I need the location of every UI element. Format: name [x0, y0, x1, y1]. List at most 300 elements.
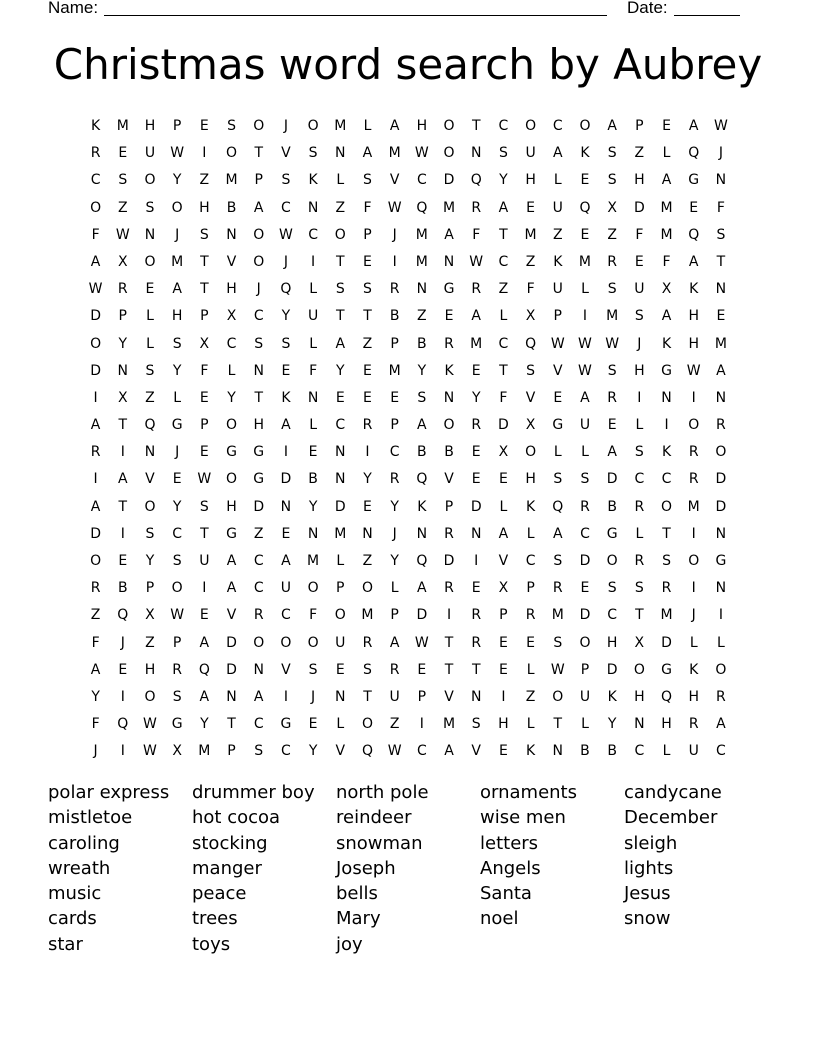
grid-letter[interactable]: G	[443, 281, 455, 298]
grid-letter[interactable]: L	[499, 308, 508, 325]
grid-letter[interactable]: M	[714, 335, 727, 352]
grid-letter[interactable]: H	[606, 634, 618, 651]
grid-letter[interactable]: C	[253, 716, 264, 733]
grid-letter[interactable]: K	[91, 118, 101, 134]
grid-letter[interactable]: I	[691, 525, 696, 542]
grid-letter[interactable]: R	[471, 417, 482, 434]
grid-letter[interactable]: M	[307, 553, 320, 569]
grid-letter[interactable]: K	[444, 362, 454, 379]
grid-letter[interactable]: F	[499, 389, 508, 406]
grid-letter[interactable]: K	[689, 661, 699, 678]
grid-letter[interactable]: J	[392, 226, 397, 243]
grid-letter[interactable]: Q	[416, 553, 428, 569]
grid-letter[interactable]: C	[498, 335, 509, 352]
grid-letter[interactable]: E	[118, 553, 128, 569]
grid-letter[interactable]: H	[688, 335, 699, 352]
grid-letter[interactable]: U	[579, 417, 591, 434]
grid-letter[interactable]: B	[117, 580, 128, 597]
grid-letter[interactable]: R	[444, 335, 454, 352]
grid-letter[interactable]: U	[634, 281, 645, 298]
grid-letter[interactable]: H	[525, 471, 536, 488]
grid-letter[interactable]: H	[688, 688, 699, 705]
grid-letter[interactable]: G	[253, 444, 265, 461]
grid-letter[interactable]: P	[526, 580, 535, 597]
grid-letter[interactable]: S	[417, 389, 427, 406]
grid-letter[interactable]: R	[117, 281, 128, 298]
grid-letter[interactable]: P	[200, 417, 209, 434]
grid-letter[interactable]: D	[633, 199, 645, 216]
grid-letter[interactable]: A	[552, 525, 563, 542]
grid-letter[interactable]: M	[198, 743, 211, 760]
grid-letter[interactable]: K	[689, 281, 699, 298]
grid-letter[interactable]: O	[90, 335, 102, 352]
grid-letter[interactable]: J	[283, 118, 288, 134]
grid-letter[interactable]: L	[390, 580, 399, 597]
grid-letter[interactable]: N	[117, 362, 129, 379]
grid-letter[interactable]: T	[716, 253, 726, 270]
grid-letter[interactable]: J	[311, 688, 316, 705]
grid-letter[interactable]: M	[442, 716, 456, 733]
grid-letter[interactable]: A	[498, 525, 509, 542]
grid-letter[interactable]: L	[526, 525, 535, 542]
grid-letter[interactable]: S	[281, 335, 291, 352]
grid-letter[interactable]: K	[308, 172, 318, 189]
grid-letter[interactable]: R	[688, 444, 699, 461]
grid-letter[interactable]: Q	[117, 607, 129, 624]
grid-letter[interactable]: U	[280, 580, 292, 597]
grid-letter[interactable]: A	[389, 118, 400, 134]
grid-letter[interactable]: W	[387, 199, 402, 216]
grid-letter[interactable]: S	[199, 226, 209, 243]
grid-letter[interactable]: V	[444, 688, 454, 705]
grid-letter[interactable]: N	[335, 444, 346, 461]
grid-letter[interactable]: R	[716, 688, 726, 705]
grid-letter[interactable]: P	[390, 607, 399, 624]
grid-letter[interactable]: O	[443, 118, 455, 134]
grid-letter[interactable]: E	[662, 118, 671, 134]
grid-letter[interactable]: F	[716, 199, 725, 216]
grid-letter[interactable]: E	[363, 389, 372, 406]
grid-letter[interactable]: E	[716, 308, 726, 325]
grid-letter[interactable]: V	[471, 743, 481, 760]
grid-letter[interactable]: C	[253, 580, 264, 597]
grid-letter[interactable]: N	[715, 525, 727, 542]
grid-letter[interactable]: R	[90, 145, 101, 162]
grid-letter[interactable]: F	[309, 607, 318, 624]
grid-letter[interactable]: V	[281, 661, 291, 678]
grid-letter[interactable]: A	[117, 471, 128, 488]
grid-letter[interactable]: Q	[416, 471, 428, 488]
grid-letter[interactable]: M	[225, 172, 238, 189]
grid-letter[interactable]: C	[416, 172, 427, 189]
grid-letter[interactable]: S	[363, 281, 372, 298]
grid-letter[interactable]: T	[471, 118, 481, 134]
grid-letter[interactable]: A	[226, 580, 237, 597]
grid-letter[interactable]: C	[634, 743, 645, 760]
grid-letter[interactable]: B	[226, 199, 237, 216]
grid-letter[interactable]: H	[144, 661, 156, 678]
grid-letter[interactable]: I	[365, 444, 370, 461]
grid-letter[interactable]: E	[471, 362, 481, 379]
grid-letter[interactable]: A	[226, 553, 237, 569]
grid-letter[interactable]: V	[145, 471, 155, 488]
grid-letter[interactable]: C	[552, 118, 563, 134]
grid-letter[interactable]: W	[197, 471, 212, 488]
grid-letter[interactable]: E	[390, 389, 400, 406]
grid-letter[interactable]: A	[417, 417, 427, 434]
grid-letter[interactable]: N	[307, 525, 319, 542]
grid-letter[interactable]: D	[90, 308, 101, 325]
grid-letter[interactable]: X	[525, 417, 536, 434]
grid-letter[interactable]: O	[253, 226, 265, 243]
grid-letter[interactable]: E	[498, 471, 508, 488]
grid-letter[interactable]: L	[336, 716, 345, 733]
grid-letter[interactable]: S	[199, 498, 209, 515]
grid-letter[interactable]: S	[172, 553, 182, 569]
grid-letter[interactable]: S	[335, 281, 345, 298]
grid-letter[interactable]: G	[280, 716, 292, 733]
grid-letter[interactable]: Z	[417, 308, 427, 325]
grid-letter[interactable]: S	[308, 661, 318, 678]
grid-letter[interactable]: E	[363, 253, 372, 270]
grid-letter[interactable]: B	[607, 498, 617, 515]
grid-letter[interactable]: Z	[362, 335, 373, 352]
grid-letter[interactable]: K	[661, 444, 672, 461]
grid-letter[interactable]: F	[363, 199, 372, 216]
grid-letter[interactable]: A	[281, 417, 291, 434]
grid-letter[interactable]: M	[687, 498, 700, 515]
grid-letter[interactable]: S	[145, 199, 155, 216]
grid-letter[interactable]: F	[662, 253, 671, 270]
grid-letter[interactable]: O	[361, 580, 373, 597]
grid-letter[interactable]: I	[582, 308, 588, 325]
grid-letter[interactable]: Q	[688, 145, 700, 162]
grid-letter[interactable]: G	[226, 444, 237, 461]
grid-letter[interactable]: R	[607, 253, 618, 270]
grid-letter[interactable]: K	[661, 335, 672, 352]
grid-letter[interactable]: R	[253, 607, 264, 624]
grid-letter[interactable]: O	[171, 199, 183, 216]
grid-letter[interactable]: D	[715, 498, 727, 515]
grid-letter[interactable]: V	[444, 471, 454, 488]
grid-letter[interactable]: W	[605, 335, 620, 352]
grid-letter[interactable]: C	[281, 607, 291, 624]
grid-letter[interactable]: D	[90, 525, 101, 542]
grid-letter[interactable]: R	[90, 580, 101, 597]
grid-letter[interactable]: G	[253, 471, 265, 488]
grid-letter[interactable]: I	[419, 716, 424, 733]
grid-letter[interactable]: H	[171, 308, 183, 325]
grid-letter[interactable]: A	[552, 145, 563, 162]
grid-letter[interactable]: N	[715, 389, 727, 406]
grid-letter[interactable]: Y	[308, 743, 318, 760]
grid-letter[interactable]: L	[717, 634, 725, 651]
grid-letter[interactable]: M	[524, 226, 537, 243]
grid-letter[interactable]: F	[91, 716, 100, 733]
grid-letter[interactable]: C	[716, 743, 726, 760]
grid-letter[interactable]: D	[416, 607, 428, 624]
grid-letter[interactable]: R	[471, 634, 482, 651]
grid-letter[interactable]: S	[363, 172, 372, 189]
grid-letter[interactable]: E	[308, 716, 318, 733]
grid-letter[interactable]: A	[172, 281, 182, 298]
grid-letter[interactable]: I	[691, 580, 696, 597]
grid-letter[interactable]: R	[634, 498, 645, 515]
grid-letter[interactable]: E	[199, 389, 209, 406]
grid-letter[interactable]: E	[118, 661, 128, 678]
grid-letter[interactable]: P	[499, 607, 508, 624]
grid-letter[interactable]: N	[335, 471, 346, 488]
grid-letter[interactable]: Y	[145, 553, 155, 569]
grid-letter[interactable]: N	[443, 253, 455, 270]
grid-letter[interactable]: J	[120, 634, 125, 651]
grid-letter[interactable]: I	[120, 743, 125, 760]
grid-letter[interactable]: T	[254, 389, 263, 406]
grid-letter[interactable]: X	[172, 743, 182, 760]
grid-letter[interactable]: B	[308, 471, 318, 488]
grid-letter[interactable]: O	[334, 607, 346, 624]
grid-letter[interactable]: E	[335, 661, 345, 678]
grid-letter[interactable]: L	[227, 362, 236, 379]
grid-letter[interactable]: A	[199, 634, 210, 651]
grid-letter[interactable]: O	[144, 253, 156, 270]
grid-letter[interactable]: E	[145, 281, 155, 298]
grid-letter[interactable]: I	[446, 607, 452, 624]
grid-letter[interactable]: W	[88, 281, 103, 298]
grid-letter[interactable]: R	[389, 661, 400, 678]
grid-letter[interactable]: R	[716, 417, 726, 434]
grid-letter[interactable]: O	[661, 498, 673, 515]
grid-letter[interactable]: R	[90, 444, 101, 461]
grid-letter[interactable]: C	[172, 525, 183, 542]
grid-letter[interactable]: O	[334, 226, 346, 243]
grid-letter[interactable]: H	[634, 688, 645, 705]
grid-letter[interactable]: V	[281, 145, 291, 162]
grid-letter[interactable]: S	[607, 580, 617, 597]
grid-letter[interactable]: I	[283, 688, 288, 705]
grid-letter[interactable]: A	[444, 743, 454, 760]
grid-letter[interactable]: Y	[200, 716, 209, 733]
grid-letter[interactable]: D	[90, 362, 101, 379]
grid-letter[interactable]: N	[253, 362, 264, 379]
grid-letter[interactable]: D	[443, 553, 455, 569]
grid-letter[interactable]: X	[117, 389, 128, 406]
grid-letter[interactable]: R	[525, 607, 536, 624]
grid-letter[interactable]: H	[525, 172, 536, 189]
grid-letter[interactable]: Y	[390, 498, 399, 515]
grid-letter[interactable]: Q	[144, 417, 156, 434]
grid-letter[interactable]: E	[498, 661, 508, 678]
grid-letter[interactable]: D	[280, 471, 292, 488]
grid-letter[interactable]: S	[471, 716, 481, 733]
grid-letter[interactable]: T	[118, 498, 128, 515]
grid-letter[interactable]: A	[688, 118, 699, 134]
grid-letter[interactable]: L	[689, 634, 698, 651]
grid-letter[interactable]: W	[578, 335, 592, 352]
grid-letter[interactable]: Z	[498, 281, 509, 298]
grid-letter[interactable]: W	[115, 226, 130, 243]
grid-letter[interactable]: L	[581, 281, 589, 298]
grid-letter[interactable]: N	[226, 226, 237, 243]
grid-letter[interactable]: V	[335, 743, 346, 760]
grid-letter[interactable]: O	[715, 661, 727, 678]
grid-letter[interactable]: O	[525, 444, 537, 461]
grid-letter[interactable]: W	[469, 253, 484, 270]
grid-letter[interactable]: O	[688, 553, 700, 569]
grid-letter[interactable]: S	[634, 580, 644, 597]
grid-letter[interactable]: Y	[227, 389, 236, 406]
grid-letter[interactable]: Z	[253, 525, 264, 542]
grid-letter[interactable]: X	[226, 308, 237, 325]
grid-letter[interactable]: J	[691, 607, 696, 624]
grid-letter[interactable]: M	[551, 607, 564, 624]
grid-letter[interactable]: R	[688, 471, 699, 488]
grid-letter[interactable]: U	[688, 743, 699, 760]
grid-letter[interactable]: E	[281, 362, 291, 379]
grid-letter[interactable]: E	[363, 498, 372, 515]
grid-letter[interactable]: O	[579, 634, 591, 651]
date-line[interactable]	[674, 15, 740, 16]
grid-letter[interactable]: O	[633, 661, 645, 678]
grid-letter[interactable]: Y	[172, 172, 182, 189]
grid-letter[interactable]: S	[607, 145, 617, 162]
grid-letter[interactable]: M	[388, 362, 401, 379]
grid-letter[interactable]: F	[91, 634, 100, 651]
grid-letter[interactable]: D	[606, 661, 618, 678]
grid-letter[interactable]: N	[715, 281, 727, 298]
grid-letter[interactable]: R	[444, 525, 454, 542]
grid-letter[interactable]: A	[661, 172, 672, 189]
grid-letter[interactable]: V	[226, 607, 237, 624]
grid-letter[interactable]: Q	[661, 688, 673, 705]
grid-letter[interactable]: C	[607, 607, 618, 624]
grid-letter[interactable]: T	[662, 525, 671, 542]
grid-letter[interactable]: E	[308, 444, 318, 461]
grid-letter[interactable]: T	[336, 253, 345, 270]
grid-letter[interactable]: Q	[552, 498, 564, 515]
grid-letter[interactable]: H	[226, 281, 237, 298]
grid-letter[interactable]: B	[389, 308, 400, 325]
grid-letter[interactable]: Y	[172, 498, 182, 515]
grid-letter[interactable]: Y	[417, 362, 427, 379]
grid-letter[interactable]: U	[579, 688, 591, 705]
grid-letter[interactable]: X	[634, 634, 645, 651]
grid-letter[interactable]: N	[144, 226, 156, 243]
grid-letter[interactable]: I	[718, 607, 723, 624]
grid-letter[interactable]: D	[470, 498, 482, 515]
grid-letter[interactable]: J	[637, 335, 642, 352]
grid-letter[interactable]: V	[226, 253, 237, 270]
grid-letter[interactable]: N	[362, 525, 373, 542]
grid-letter[interactable]: I	[120, 688, 125, 705]
grid-letter[interactable]: L	[309, 281, 317, 298]
grid-letter[interactable]: T	[363, 688, 372, 705]
grid-letter[interactable]: Z	[552, 226, 563, 243]
grid-letter[interactable]: L	[499, 498, 508, 515]
grid-letter[interactable]: P	[580, 661, 590, 678]
grid-letter[interactable]: Z	[525, 253, 536, 270]
grid-letter[interactable]: I	[392, 253, 397, 270]
grid-letter[interactable]: V	[498, 553, 509, 569]
grid-letter[interactable]: T	[118, 417, 128, 434]
grid-letter[interactable]: A	[661, 308, 672, 325]
grid-letter[interactable]: O	[715, 444, 727, 461]
grid-letter[interactable]: Q	[525, 335, 537, 352]
grid-letter[interactable]: J	[718, 145, 723, 162]
grid-letter[interactable]: L	[581, 444, 589, 461]
grid-letter[interactable]: G	[688, 172, 700, 189]
grid-letter[interactable]: Z	[634, 145, 645, 162]
grid-letter[interactable]: H	[253, 417, 264, 434]
grid-letter[interactable]: G	[715, 553, 727, 569]
grid-letter[interactable]: D	[715, 471, 727, 488]
grid-letter[interactable]: O	[90, 199, 102, 216]
grid-letter[interactable]: D	[606, 471, 618, 488]
grid-letter[interactable]: Y	[363, 471, 372, 488]
grid-letter[interactable]: E	[471, 444, 481, 461]
grid-letter[interactable]: F	[200, 362, 209, 379]
grid-letter[interactable]: C	[498, 253, 509, 270]
grid-letter[interactable]: E	[580, 172, 590, 189]
grid-letter[interactable]: E	[335, 389, 345, 406]
grid-letter[interactable]: E	[199, 607, 209, 624]
grid-letter[interactable]: Q	[470, 172, 482, 189]
grid-letter[interactable]: H	[416, 118, 428, 134]
grid-letter[interactable]: E	[172, 471, 182, 488]
grid-letter[interactable]: R	[389, 281, 400, 298]
grid-letter[interactable]: X	[145, 607, 155, 624]
grid-letter[interactable]: H	[661, 716, 672, 733]
grid-letter[interactable]: E	[471, 471, 481, 488]
grid-letter[interactable]: L	[336, 553, 345, 569]
grid-letter[interactable]: X	[199, 335, 210, 352]
grid-letter[interactable]: B	[417, 444, 427, 461]
grid-letter[interactable]: B	[607, 743, 617, 760]
grid-letter[interactable]: O	[552, 688, 564, 705]
grid-letter[interactable]: L	[309, 417, 317, 434]
grid-letter[interactable]: A	[580, 389, 590, 406]
grid-letter[interactable]: K	[526, 743, 536, 760]
grid-letter[interactable]: W	[713, 118, 728, 134]
grid-letter[interactable]: Q	[361, 743, 373, 760]
grid-letter[interactable]: Z	[362, 553, 373, 569]
grid-letter[interactable]: S	[498, 145, 508, 162]
grid-letter[interactable]: D	[226, 661, 237, 678]
grid-letter[interactable]: P	[417, 688, 427, 705]
grid-letter[interactable]: F	[91, 226, 100, 243]
grid-letter[interactable]: L	[336, 172, 345, 189]
grid-letter[interactable]: E	[444, 308, 454, 325]
grid-letter[interactable]: N	[416, 525, 428, 542]
grid-letter[interactable]: A	[90, 498, 101, 515]
grid-letter[interactable]: D	[226, 634, 237, 651]
grid-letter[interactable]: S	[118, 172, 128, 189]
grid-letter[interactable]: Q	[579, 199, 591, 216]
grid-letter[interactable]: N	[280, 498, 292, 515]
grid-letter[interactable]: N	[226, 688, 237, 705]
grid-letter[interactable]: W	[550, 335, 565, 352]
grid-letter[interactable]: T	[553, 716, 563, 733]
grid-letter[interactable]: O	[307, 634, 319, 651]
grid-letter[interactable]: O	[144, 688, 156, 705]
grid-letter[interactable]: A	[281, 553, 291, 569]
grid-letter[interactable]: L	[173, 389, 182, 406]
grid-letter[interactable]: Y	[281, 308, 291, 325]
grid-letter[interactable]: S	[607, 362, 617, 379]
grid-letter[interactable]: L	[662, 743, 671, 760]
grid-letter[interactable]: F	[635, 226, 644, 243]
grid-letter[interactable]: P	[635, 118, 644, 134]
